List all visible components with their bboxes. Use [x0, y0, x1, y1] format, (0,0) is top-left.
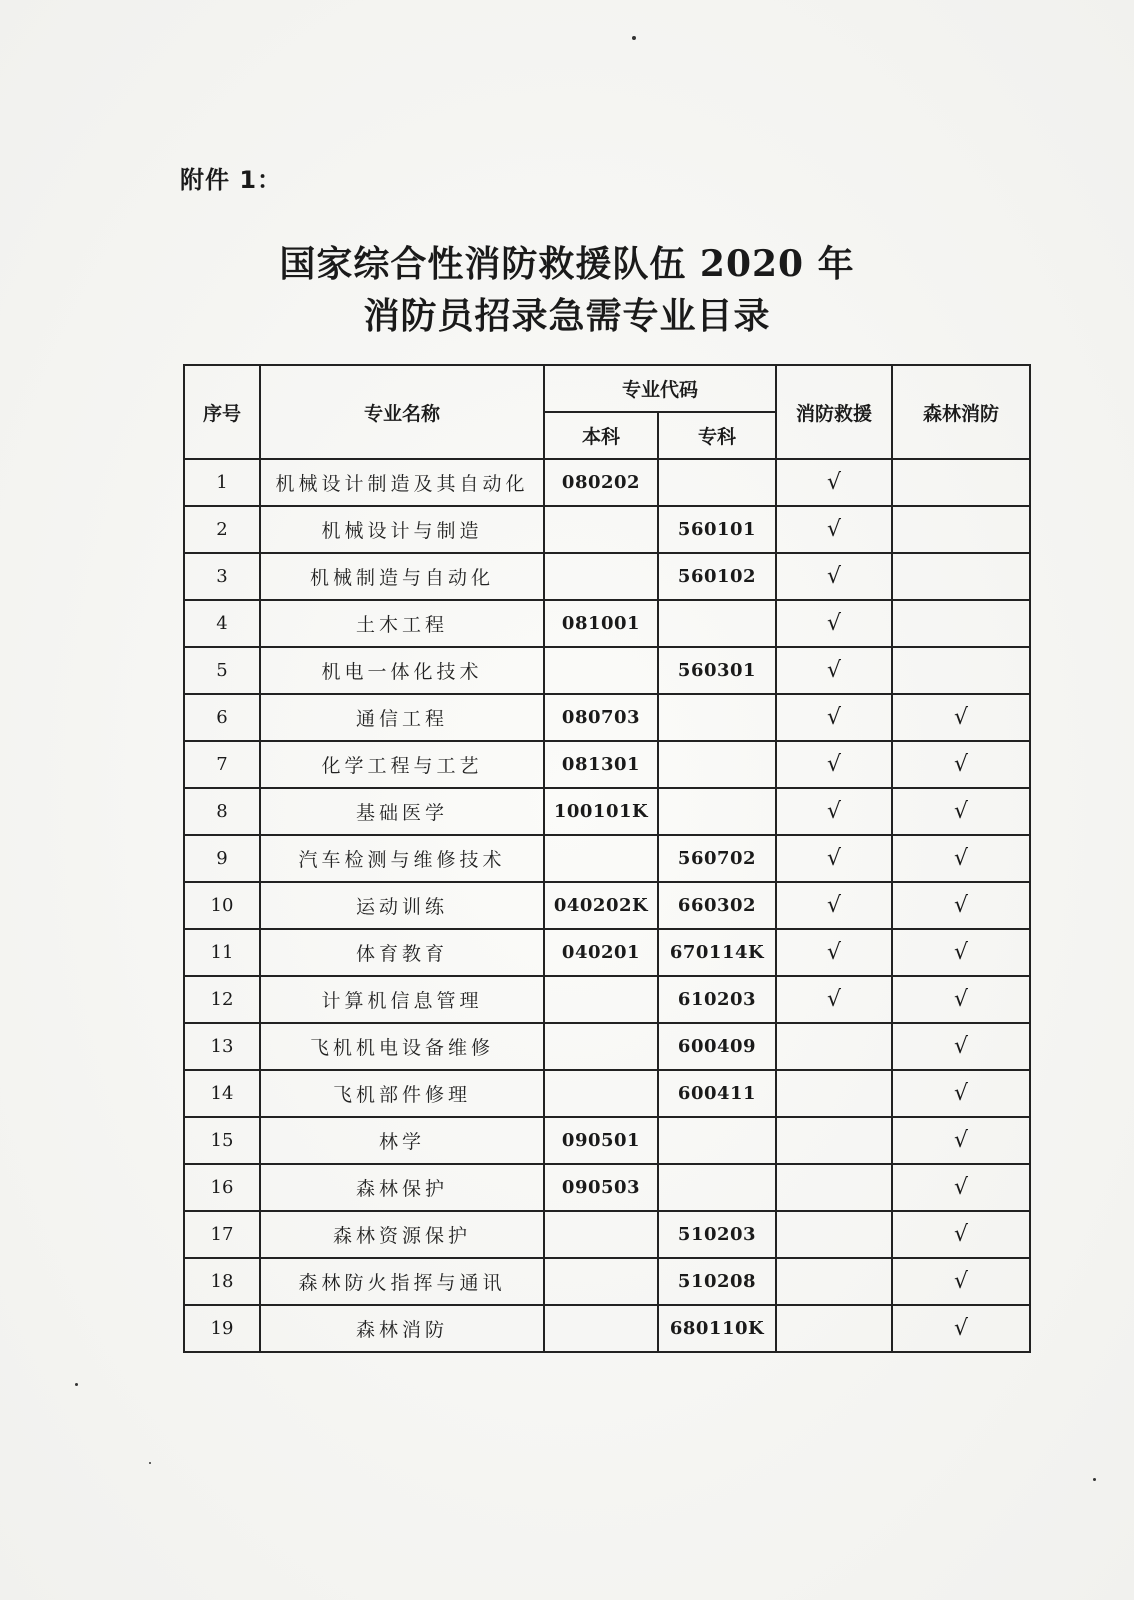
scan-speck [632, 36, 636, 40]
row-junior-college-code: 560702 [658, 835, 776, 882]
row-forest-fire-mark [892, 553, 1030, 600]
row-forest-fire-mark: √ [892, 788, 1030, 835]
row-junior-college-code [658, 459, 776, 506]
row-forest-fire-mark [892, 600, 1030, 647]
table-row [184, 647, 1030, 694]
table-row [184, 788, 1030, 835]
row-seq: 9 [184, 835, 260, 882]
table-row [184, 976, 1030, 1023]
row-fire-rescue-mark: √ [776, 600, 892, 647]
row-forest-fire-mark [892, 506, 1030, 553]
row-major-name: 森林资源保护 [260, 1211, 544, 1258]
row-undergraduate-code [544, 1070, 658, 1117]
row-seq: 4 [184, 600, 260, 647]
row-junior-college-code [658, 1117, 776, 1164]
table-row [184, 459, 1030, 506]
table-row [184, 694, 1030, 741]
row-fire-rescue-mark: √ [776, 741, 892, 788]
row-seq: 14 [184, 1070, 260, 1117]
row-seq: 19 [184, 1305, 260, 1352]
header-fire-rescue: 消防救援 [776, 365, 892, 459]
row-major-name: 飞机部件修理 [260, 1070, 544, 1117]
row-junior-college-code [658, 694, 776, 741]
scan-speck [75, 1383, 78, 1386]
row-junior-college-code [658, 1164, 776, 1211]
row-seq: 3 [184, 553, 260, 600]
row-major-name: 化学工程与工艺 [260, 741, 544, 788]
row-major-name: 基础医学 [260, 788, 544, 835]
scan-speck [1093, 1478, 1096, 1481]
row-fire-rescue-mark [776, 1164, 892, 1211]
row-forest-fire-mark [892, 459, 1030, 506]
row-fire-rescue-mark: √ [776, 929, 892, 976]
table-row [184, 1305, 1030, 1352]
row-major-name: 土木工程 [260, 600, 544, 647]
row-undergraduate-code [544, 1211, 658, 1258]
table-header [184, 365, 1030, 459]
scan-speck [149, 1462, 151, 1464]
row-junior-college-code: 680110K [658, 1305, 776, 1352]
table-row [184, 1258, 1030, 1305]
header-junior-college: 专科 [658, 412, 776, 459]
row-fire-rescue-mark: √ [776, 647, 892, 694]
row-undergraduate-code [544, 1305, 658, 1352]
row-forest-fire-mark: √ [892, 882, 1030, 929]
row-seq: 2 [184, 506, 260, 553]
row-undergraduate-code: 090501 [544, 1117, 658, 1164]
row-junior-college-code [658, 600, 776, 647]
row-undergraduate-code: 081301 [544, 741, 658, 788]
row-forest-fire-mark: √ [892, 741, 1030, 788]
row-forest-fire-mark: √ [892, 1023, 1030, 1070]
row-major-name: 森林防火指挥与通讯 [260, 1258, 544, 1305]
row-major-name: 飞机机电设备维修 [260, 1023, 544, 1070]
table-row [184, 1117, 1030, 1164]
row-seq: 15 [184, 1117, 260, 1164]
row-forest-fire-mark: √ [892, 1211, 1030, 1258]
header-row [184, 365, 1030, 412]
table-body [184, 459, 1030, 1352]
row-junior-college-code [658, 741, 776, 788]
row-undergraduate-code [544, 506, 658, 553]
row-fire-rescue-mark [776, 1258, 892, 1305]
row-junior-college-code: 510208 [658, 1258, 776, 1305]
row-fire-rescue-mark [776, 1070, 892, 1117]
table-row [184, 1070, 1030, 1117]
row-undergraduate-code: 040201 [544, 929, 658, 976]
table-row [184, 741, 1030, 788]
row-major-name: 计算机信息管理 [260, 976, 544, 1023]
row-undergraduate-code [544, 976, 658, 1023]
row-undergraduate-code: 080703 [544, 694, 658, 741]
row-major-name: 机械设计制造及其自动化 [260, 459, 544, 506]
row-fire-rescue-mark: √ [776, 835, 892, 882]
row-fire-rescue-mark [776, 1023, 892, 1070]
row-undergraduate-code [544, 1023, 658, 1070]
table-row [184, 553, 1030, 600]
row-major-name: 体育教育 [260, 929, 544, 976]
row-junior-college-code: 660302 [658, 882, 776, 929]
row-seq: 8 [184, 788, 260, 835]
row-fire-rescue-mark [776, 1305, 892, 1352]
row-forest-fire-mark: √ [892, 694, 1030, 741]
row-forest-fire-mark: √ [892, 929, 1030, 976]
row-seq: 12 [184, 976, 260, 1023]
row-seq: 5 [184, 647, 260, 694]
row-undergraduate-code [544, 835, 658, 882]
row-fire-rescue-mark: √ [776, 976, 892, 1023]
row-forest-fire-mark: √ [892, 1117, 1030, 1164]
row-major-name: 森林消防 [260, 1305, 544, 1352]
row-seq: 1 [184, 459, 260, 506]
row-forest-fire-mark: √ [892, 1164, 1030, 1211]
row-seq: 18 [184, 1258, 260, 1305]
table-row [184, 1164, 1030, 1211]
row-fire-rescue-mark: √ [776, 459, 892, 506]
row-forest-fire-mark: √ [892, 1305, 1030, 1352]
row-undergraduate-code: 081001 [544, 600, 658, 647]
row-fire-rescue-mark: √ [776, 882, 892, 929]
row-undergraduate-code: 040202K [544, 882, 658, 929]
row-junior-college-code: 600409 [658, 1023, 776, 1070]
row-major-name: 林学 [260, 1117, 544, 1164]
row-forest-fire-mark [892, 647, 1030, 694]
header-major-name: 专业名称 [260, 365, 544, 459]
row-undergraduate-code: 090503 [544, 1164, 658, 1211]
row-major-name: 运动训练 [260, 882, 544, 929]
header-forest-fire: 森林消防 [892, 365, 1030, 459]
table-row [184, 835, 1030, 882]
row-major-name: 机械设计与制造 [260, 506, 544, 553]
row-junior-college-code [658, 788, 776, 835]
row-fire-rescue-mark: √ [776, 788, 892, 835]
table-row [184, 882, 1030, 929]
table-row [184, 1211, 1030, 1258]
row-junior-college-code: 510203 [658, 1211, 776, 1258]
row-forest-fire-mark: √ [892, 835, 1030, 882]
row-undergraduate-code [544, 553, 658, 600]
document-title-line-1: 国家综合性消防救援队伍 2020 年 [279, 243, 855, 285]
row-major-name: 机电一体化技术 [260, 647, 544, 694]
row-seq: 17 [184, 1211, 260, 1258]
row-fire-rescue-mark: √ [776, 694, 892, 741]
table-row [184, 1023, 1030, 1070]
table-row [184, 506, 1030, 553]
row-undergraduate-code [544, 647, 658, 694]
row-seq: 10 [184, 882, 260, 929]
row-forest-fire-mark: √ [892, 976, 1030, 1023]
table-row [184, 929, 1030, 976]
row-fire-rescue-mark [776, 1211, 892, 1258]
row-junior-college-code: 670114K [658, 929, 776, 976]
attachment-label: 附件 1： [180, 166, 283, 194]
row-seq: 16 [184, 1164, 260, 1211]
header-undergraduate: 本科 [544, 412, 658, 459]
major-catalog-table [183, 364, 1031, 1353]
row-forest-fire-mark: √ [892, 1070, 1030, 1117]
row-major-name: 通信工程 [260, 694, 544, 741]
row-major-name: 机械制造与自动化 [260, 553, 544, 600]
header-seq: 序号 [184, 365, 260, 459]
row-junior-college-code: 560102 [658, 553, 776, 600]
row-junior-college-code: 560101 [658, 506, 776, 553]
document-title-line-2: 消防员招录急需专业目录 [363, 295, 771, 337]
table-row [184, 600, 1030, 647]
row-seq: 7 [184, 741, 260, 788]
row-forest-fire-mark: √ [892, 1258, 1030, 1305]
row-undergraduate-code: 080202 [544, 459, 658, 506]
row-seq: 11 [184, 929, 260, 976]
row-major-name: 汽车检测与维修技术 [260, 835, 544, 882]
row-junior-college-code: 600411 [658, 1070, 776, 1117]
row-undergraduate-code [544, 1258, 658, 1305]
row-fire-rescue-mark: √ [776, 553, 892, 600]
row-major-name: 森林保护 [260, 1164, 544, 1211]
row-junior-college-code: 610203 [658, 976, 776, 1023]
header-major-code: 专业代码 [544, 365, 776, 412]
row-undergraduate-code: 100101K [544, 788, 658, 835]
row-fire-rescue-mark [776, 1117, 892, 1164]
row-fire-rescue-mark: √ [776, 506, 892, 553]
row-junior-college-code: 560301 [658, 647, 776, 694]
row-seq: 13 [184, 1023, 260, 1070]
row-seq: 6 [184, 694, 260, 741]
